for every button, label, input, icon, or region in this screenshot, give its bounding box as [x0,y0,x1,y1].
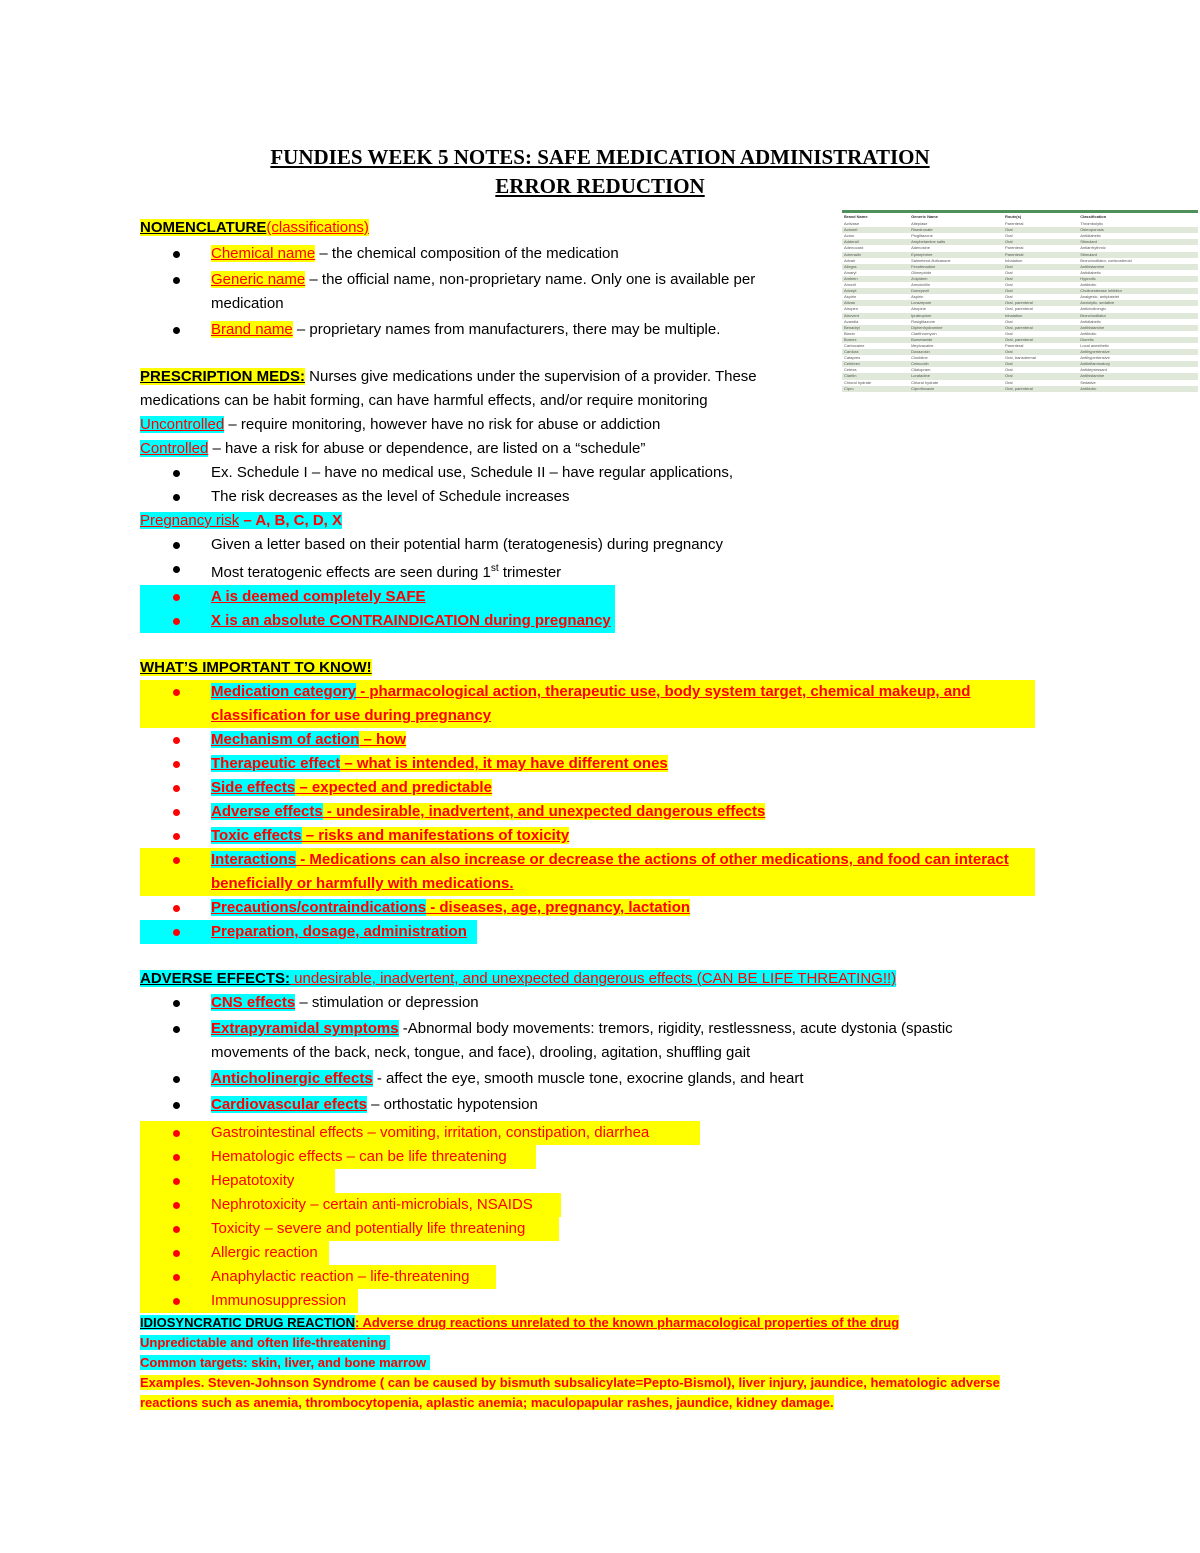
table-cell: Cholinesterase inhibitor [1078,288,1198,294]
table-cell: Inhalation [1004,257,1023,263]
table-cell: Parenteral [1004,342,1024,348]
list-item [140,1145,536,1169]
prescription-heading: PRESCRIPTION MEDS: [140,368,306,385]
table-cell: Antihistamine [1078,264,1198,270]
term-generic-name: Generic name [211,271,306,288]
pregnancy-categories: – A, B, C, D, X [239,512,343,529]
list-item-highlight [140,585,615,609]
table-cell: Catapres [844,355,861,361]
table-cell: Adderall [842,239,909,245]
table-cell: Sedative [1080,379,1096,385]
table-cell: Oral [1004,318,1013,324]
table-cell: Diuretic [1078,337,1198,343]
table-cell: Oral, parenteral [1003,386,1078,392]
table-cell: Allegra [842,264,909,270]
list-item [140,776,1035,800]
notes-content [140,216,1040,1413]
term: Side effects [211,779,296,796]
table-cell: Chloral hydrate [911,379,939,385]
table-cell: Oral [1003,227,1078,233]
term: Toxic effects [211,827,302,844]
highlight-text: Preparation, dosage, administration [211,923,467,940]
table-cell: Cardura [842,349,909,355]
table-cell: Claritin [842,373,909,379]
term-brand-name: Brand name [211,321,293,338]
list-item [140,991,1020,1015]
table-cell: Oral [1003,239,1078,245]
table-cell: Rosiglitazone [911,318,936,324]
table-cell: Advair [844,257,856,263]
list-item [140,752,1035,776]
item-text: Allergic reaction [211,1244,318,1261]
term: CNS effects [211,994,296,1011]
table-cell: Bumex [842,337,909,343]
table-cell: Bronchodilator [1078,313,1198,319]
table-cell: Antidiabetic [1080,269,1101,275]
adverse-yellow-list [140,1121,1040,1313]
idiosyncratic-title: IDIOSYNCRATIC DRUG REACTION [140,1315,355,1330]
definition: – stimulation or depression [295,994,479,1011]
table-cell: Citalopram [911,367,931,373]
table-cell: Oral [1003,264,1078,270]
list-item [140,1169,335,1193]
prescription-paragraph [140,365,810,413]
table-cell: Oral, transdermal [1004,355,1036,361]
term: Interactions [211,851,297,868]
definition: – risks and manifestations of toxicity [301,827,570,844]
table-cell: Parenteral [1003,252,1078,258]
definition: – expected and predictable [295,779,492,796]
table-cell: Antidepressant [1080,367,1107,373]
definition: - undesirable, inadvertent, and unexpected dangerous effects [322,803,766,820]
table-cell: Oral [1003,349,1078,355]
idiosyncratic-subtitle: : Adverse drug reactions unrelated to the known pharmacological properties of the drug [354,1315,900,1330]
table-cell: Ambien [842,276,909,282]
table-cell: Oral [1004,233,1013,239]
idiosyncratic-text: Examples. Steven-Johnson Syndrome ( can be caused by bismuth subsalicylate=Pepto-Bismol), liver injury, jaundice, hematologic adverse reactions such as anemia, thrombocytopenia, aplastic anemia; maculopapular rashes, jaundice, kidney damage. [140,1375,1000,1410]
table-cell: Celexa [844,367,857,373]
table-cell: Antiarrhythmic [1080,245,1106,251]
term-controlled: Controlled [140,440,209,457]
list-item [140,896,1035,920]
definition: - Medications can also increase or decrease the actions of other medications, and food can interact beneficially or harmfully with medications. [211,851,1009,892]
table-cell: Ciprofloxacin [909,386,1003,392]
table-cell: Ipratropium [909,313,1003,319]
definition: - diseases, age, pregnancy, lactation [426,899,691,916]
table-header-cell: Route(s) [1004,214,1022,219]
table-cell: Adenosine [911,245,930,251]
table-cell: Activase [844,221,860,227]
table-cell: Clonidine [911,355,928,361]
item-text: Toxicity – severe and potentially life threatening [211,1220,526,1237]
table-cell: Mepivacaine [911,342,934,348]
idiosyncratic-section [140,1313,1040,1413]
table-cell: Parenteral [1004,245,1024,251]
list-item [140,680,1035,728]
nomenclature-heading [140,216,1040,240]
item-text: Immunosuppression [211,1292,347,1309]
term: Cardiovascular efects [211,1096,367,1113]
table-cell: Amphetamine salts [909,239,1003,245]
term: Medication category [211,683,357,700]
item-text: Gastrointestinal effects – vomiting, irritation, constipation, diarrhea [211,1124,650,1141]
definition: -Abnormal body movements: tremors, rigidity, restlessness, acute dystonia (spastic movements of the back, neck, tongue, and face), drooling, agitation, shuffling gait [211,1020,953,1061]
table-cell: Antihypertensive [1080,355,1110,361]
table-cell: Antibiotic [1080,282,1097,288]
list-item-highlight [140,920,477,944]
idiosyncratic-line-3 [140,1373,1040,1413]
list-item [140,1289,358,1313]
table-cell: Oral, parenteral [1003,337,1078,343]
list-item [140,1241,329,1265]
table-cell: Clarithromycin [911,330,937,336]
term-uncontrolled: Uncontrolled [140,416,225,433]
term-chemical-name: Chemical name [211,245,316,262]
table-cell: Local anesthetic [1080,342,1110,348]
nomenclature-title: NOMENCLATURE [140,219,267,236]
table-cell: Aspirin [844,294,857,300]
table-cell: Oral [1004,379,1013,385]
table-cell: Anxiolytic, sedative [1078,300,1198,306]
table-cell: Actos [844,233,855,239]
definition: - pharmacological action, therapeutic use, body system target, chemical makeup, and classification for use during pregnancy [211,683,971,724]
table-cell: Fexofenadine [909,264,1003,270]
list-item [140,1193,561,1217]
table-cell: Zolpidem [909,276,1003,282]
table-cell: Stimulant [1078,252,1198,258]
table-cell: Biaxin [844,330,855,336]
table-cell: Adenocard [844,245,864,251]
idiosyncratic-line-2 [140,1353,1040,1373]
table-cell: Actonel [842,227,909,233]
list-item [140,848,1035,896]
table-header-cell: Classification [1080,214,1107,219]
table-cell: Oral [1003,373,1078,379]
list-item [140,800,1035,824]
term: Anticholinergic effects [211,1070,373,1087]
definition: – orthostatic hypotension [366,1096,538,1113]
table-cell: Parenteral [1004,221,1024,227]
table-cell: Antidiabetic [1080,318,1101,324]
definition: – the chemical composition of the medication [315,245,619,262]
table-cell: Doxazosin [909,349,1003,355]
table-cell: Oral [1004,294,1013,300]
list-item [140,268,810,316]
adverse-title: ADVERSE EFFECTS: [140,970,291,987]
document-title-line-1: FUNDIES WEEK 5 NOTES: SAFE MEDICATION ADMINISTRATION [270,145,930,169]
definition: – the official name, non-proprietary name. Only one is available per medication [211,271,756,312]
term: Extrapyramidal symptoms [211,1020,399,1037]
nomenclature-list [140,242,810,342]
important-title: WHAT’S IMPORTANT TO KNOW! [140,659,372,676]
important-list [140,680,1035,944]
prescription-text: Nurses give medications under the supervision of a provider. These medications can be habit forming, can have harmful effects, and/or require monitoring [140,368,757,409]
table-cell: Loratadine [909,373,1003,379]
table-cell: Bumetanide [909,337,1003,343]
table-cell: Carbocaine [844,342,865,348]
item-text: Anaphylactic reaction – life-threatening [211,1268,470,1285]
text: trimester [498,564,562,581]
term: Adverse effects [211,803,323,820]
definition: - affect the eye, smooth muscle tone, exocrine glands, and heart [372,1070,804,1087]
table-cell: Oral [1003,276,1078,282]
item-text: Hematologic effects – can be life threatening [211,1148,507,1165]
definition: – what is intended, it may have different ones [340,755,668,772]
table-cell: Lorazepam [909,300,1003,306]
table-header-cell: Brand Name [844,214,868,219]
idiosyncratic-heading-line [140,1313,1040,1333]
table-cell: Avandia [844,318,859,324]
item-text: Hepatotoxity [211,1172,295,1189]
item-text: Nephrotoxicity – certain anti-microbials, NSAIDS [211,1196,533,1213]
pregnancy-list [140,533,1040,633]
table-cell: Atropen [844,306,859,312]
table-cell: Aspirin [911,294,924,300]
table-cell: Atropine [911,306,926,312]
table-cell: Celecoxib [909,361,1003,367]
term-pregnancy-risk: Pregnancy risk [140,512,240,529]
table-cell: Oral, parenteral [1004,306,1033,312]
table-cell: Oral [1004,269,1013,275]
uncontrolled-line [140,413,1040,437]
table-cell: Antihypertensive [1078,349,1198,355]
table-cell: Oral [1004,330,1013,336]
table-cell: Alteplase [911,221,928,227]
table-cell: Chloral hydrate [844,379,872,385]
table-cell: Amoxil [844,282,857,288]
table-cell: Oral, parenteral [1003,325,1078,331]
table-cell: Salmeterol-fluticasone [911,257,951,263]
table-cell: Osteoporosis [1078,227,1198,233]
table-cell: Antiinflammatory [1078,361,1198,367]
idiosyncratic-line-1 [140,1333,1040,1353]
table-cell: Oral [1003,288,1078,294]
list-item [140,242,810,266]
table-cell: Oral [1003,361,1078,367]
list-item: Ex. Schedule I – have no medical use, Schedule II – have regular applications, [140,461,1040,485]
table-cell: Antibiotic [1078,386,1198,392]
table-cell: Atrovent [842,313,909,319]
table-cell: Risedronate [909,227,1003,233]
table-cell: Oral [1004,282,1013,288]
adverse-subtitle: undesirable, inadvertent, and unexpected dangerous effects (CAN BE LIFE THREATING!!) [290,970,897,987]
definition: – require monitoring, however have no risk for abuse or addiction [224,416,661,433]
definition: – proprietary names from manufacturers, there may be multiple. [292,321,721,338]
table-cell: Amaryl [844,269,857,275]
table-cell: Hypnotic [1078,276,1198,282]
table-cell: Antihistamine [1078,325,1198,331]
document-title-line-2: ERROR REDUCTION [495,174,705,198]
definition: – have a risk for abuse or dependence, are listed on a “schedule” [208,440,646,457]
table-cell: Diphenhydramine [909,325,1003,331]
controlled-line [140,437,1040,461]
idiosyncratic-text: Common targets: skin, liver, and bone marrow [140,1355,430,1370]
table-cell: Celebrex [842,361,909,367]
list-item: The risk decreases as the level of Schedule increases [140,485,1040,509]
adverse-heading [140,967,1040,991]
table-cell: Benadryl [842,325,909,331]
list-item-highlight [140,609,615,633]
superscript: st [490,563,499,574]
list-item [140,318,810,342]
nomenclature-subtitle: (classifications) [266,219,369,236]
table-header-cell: Generic Name [911,214,938,219]
list-item [140,824,1035,848]
table-cell: Adrenalin [842,252,909,258]
list-item [140,1017,1020,1065]
table-cell: Amoxicillin [911,282,930,288]
table-cell: Oral [1004,367,1013,373]
table-cell: Anticholinergic [1080,306,1107,312]
list-item [140,1093,1020,1117]
table-cell: Donepezil [909,288,1003,294]
list-item: Given a letter based on their potential harm (teratogenesis) during pregnancy [140,533,1040,557]
table-cell: Ativan [842,300,909,306]
list-item [140,1217,559,1241]
term: Precautions/contraindications [211,899,427,916]
list-item [140,728,1035,752]
table-cell: Oral, parenteral [1003,300,1078,306]
table-cell: Pioglitazone [911,233,933,239]
table-cell: Antidiabetic [1080,233,1101,239]
list-item [140,1265,496,1289]
adverse-list [140,991,1020,1117]
schedule-list [140,461,1040,509]
table-cell: Bronchodilator, corticosteroid [1080,257,1132,263]
term: Therapeutic effect [211,755,341,772]
table-cell: Inhalation [1003,313,1078,319]
table-cell: Cipro [842,386,909,392]
list-item [140,1067,1020,1091]
important-heading [140,656,1040,680]
table-cell: Epinephrine [909,252,1003,258]
pregnancy-risk-line [140,509,1040,533]
table-cell: Thrombolytic [1080,221,1104,227]
list-item [140,1121,700,1145]
table-cell: Antibiotic [1080,330,1097,336]
text: Most teratogenic effects are seen during 1 [211,564,491,581]
table-cell: Aricept [842,288,909,294]
list-item [140,557,1040,585]
table-cell: Stimulant [1078,239,1198,245]
idiosyncratic-text: Unpredictable and often life-threatening [140,1335,390,1350]
table-cell: Glimepiride [911,269,932,275]
term: Mechanism of action [211,731,360,748]
highlight-text: A is deemed completely SAFE [211,588,426,605]
highlight-text: X is an absolute CONTRAINDICATION during pregnancy [211,612,611,629]
table-cell: Analgesic, antiplatelet [1080,294,1120,300]
definition: – how [359,731,407,748]
table-cell: Antihistamine [1078,373,1198,379]
